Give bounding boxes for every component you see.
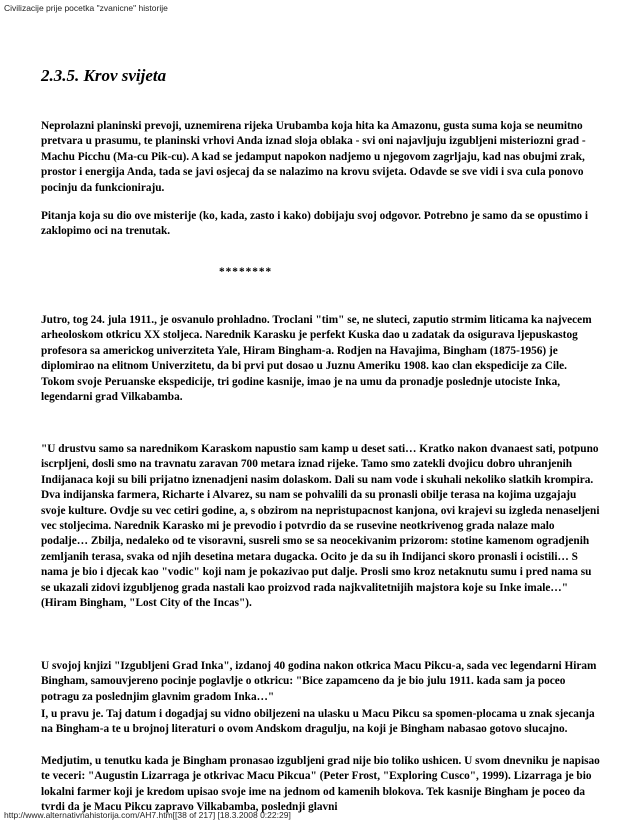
paragraph-lizarraga: Medjutim, u tenutku kada je Bingham pronasao izgubljeni grad nije bio toliko ushicen. U svom dnevniku je napisao te veceri: "Augustin Lizarraga je otkrivac Macu Pikcua" (Peter Frost, "Exploring Cusco", 1999). Lizarraga je bio lokalni farmer koji je kredom upisao svoje ime na jednom od kamenih blokova. Tek kasnije Bingham je poceo da tvrdi da je Macu Pikcu zapravo Vilkabamba, poslednji glavni (41, 755, 600, 814)
section-separator: ******** (219, 266, 273, 278)
paragraph-quote: "U drustvu samo sa narednikom Karaskom napustio sam kamp u deset sati… Kratko nakon dvanaest sati, potpuno iscrpljeni, dosli smo na travnatu zaravan 700 metara iznad rijeke. Tamo smo zatekli dvojicu dobro uhranjenih Indijanaca koji su bili prijatno iznenadjeni nasim dolaskom. Dali su nam vode i skuhali nekoliko slatkih krompira. Dva indijanska farmera, Richarte i Alvarez, su nam se pohvalili da su pronasli obilje terasa na kojima uzgajaju svoje kulture. Ovdje su vec cetiri godine, a, s obzirom na nepristupacnost kanjona, ovi krajevi su izgleda nenaseljeni vec stoljecima. Narednik Karasko mi je prevodio i potvrdio da se rusevine neotkrivenog grada nalaze malo podalje… Zbilja, nedaleko od te visoravni, susreli smo se sa neocekivanim prizorom: stotine kamenom ogradjenih zemljanih terasa, svaka od njih desetina metara dugacka. Ocito je da su ih Indijanci skoro pronasli i ocistili… S nama je bio i djecak kao "vodic" koji nam je pokazivao put dalje. Prosli smo kroz netaknutu sumu i pred nama su se ukazali zidovi izgubljenog grada nastali kao proizvod rada najkvalitetnijih majstora koje su Inke imale…"(Hiram Bingham, "Lost City of the Incas"). (41, 443, 600, 610)
page-running-header: Civilizacije prije pocetka "zvanicne" historije (4, 3, 168, 13)
paragraph-intro: Neprolazni planinski prevoji, uznemirena rijeka Urubamba koja hita ka Amazonu, gusta suma koja se neumitno pretvara u prasumu, te planinski vrhovi Anda iznad sloja oblaka - svi oni najavljuju izgubljeni misteriozni grad - Machu Picchu (Ma-cu Pik-cu). A kad se jedamput napokon nadjemo u njegovom zagrljaju, kad nas obujmi zrak, prostor i energija Anda, tada se javi osjecaj da se nalazimo na krovu svijeta. Odavde se sve vidi i sva cula ponovo pocinju da funkcioniraju. (41, 120, 586, 194)
paragraph-morning: Jutro, tog 24. jula 1911., je osvanulo prohladno. Troclani "tim" se, ne sluteci, zaputio strmim liticama ka najvecem arheoloskom otkricu XX stoljeca. Narednik Karasku je perfekt Kuska dao u zadatak da osigurava ljepuskastog profesora sa americkog univerziteta Yale, Hiram Bingham-a. Rodjen na Havajima, Bingham (1875-1956) je diplomirao na elitnom Univerzitetu, da bi prvi put dosao u Juznu Ameriku 1908. kao clan ekspedicije za Cile. Tokom svoje Peruanske ekspedicije, tri godine kasnije, imao je na umu da pronadje poslednje utociste Inka, legendarni grad Vilkabamba. (41, 314, 592, 404)
page-source-footer: http://www.alternativnahistorija.com/AH7.htm[[38 of 217] [18.3.2008 0:22:29] (4, 810, 291, 820)
paragraph-questions: Pitanja koja su dio ove misterije (ko, kada, zasto i kako) dobijaju svoj odgovor. Potrebno je samo da se opustimo i zaklopimo oci na trenutak. (41, 210, 588, 238)
paragraph-date: I, u pravu je. Taj datum i dogadjaj su vidno obiljezeni na ulasku u Macu Pikcu sa spomen-plocama u znak sjecanja na Bingham-a te u brojnoj literaturi o ovom Andskom dragulju, na koji je Bingham nabasao gotovo slucajno. (41, 708, 595, 736)
section-heading: 2.3.5. Krov svijeta (41, 66, 167, 85)
paragraph-book: U svojoj knjizi "Izgubljeni Grad Inka", izdanoj 40 godina nakon otkrica Macu Pikcu-a, sada vec legendarni Hiram Bingham, samouvjereno pocinje poglavlje o otkricu: "Bice zapamceno da je bio julu 1911. kada sam ja poceo potragu za poslednjim glavnim gradom Inka…" (41, 660, 597, 703)
